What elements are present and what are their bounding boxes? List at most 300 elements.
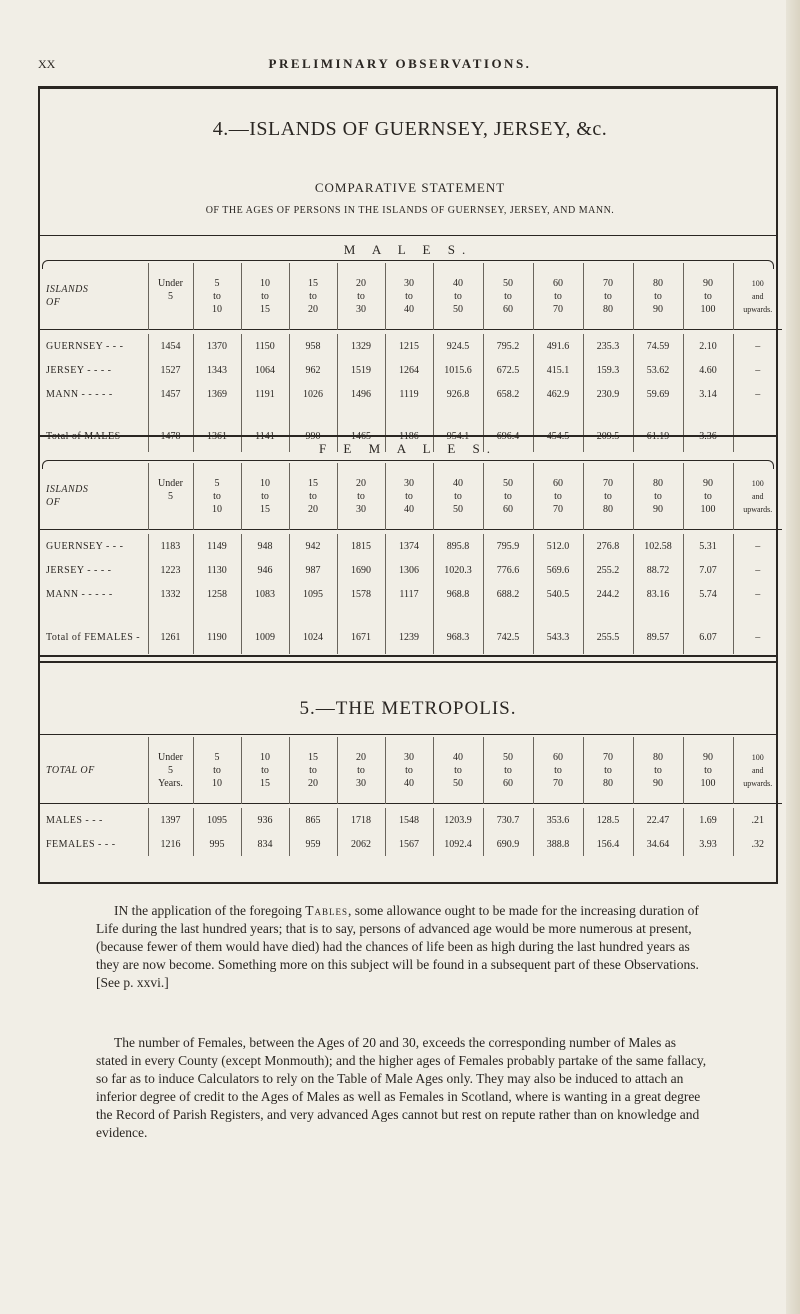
data-cell: 1064	[241, 358, 289, 382]
header-line: 70	[603, 477, 613, 489]
data-cell: 1369	[193, 382, 241, 406]
data-cell: 962	[289, 358, 337, 382]
data-cell: –	[733, 534, 782, 558]
data-cell: 3.14	[683, 382, 733, 406]
spacer-cell	[433, 406, 483, 420]
header-line: 60	[503, 303, 513, 315]
data-cell: 1258	[193, 582, 241, 606]
header-line: 20	[356, 277, 366, 289]
data-cell: 1264	[385, 358, 433, 382]
metropolis-table	[40, 737, 782, 856]
header-line: to	[604, 764, 612, 776]
row-label: FEMALES - - -	[46, 838, 116, 850]
header-line: to	[405, 490, 413, 502]
header-line: 15	[260, 503, 270, 515]
data-cell: 491.6	[533, 334, 583, 358]
data-cell: 102.58	[633, 534, 683, 558]
header-line: 90	[653, 503, 663, 515]
data-cell: 1690	[337, 558, 385, 582]
data-cell: 1150	[241, 334, 289, 358]
header-row	[40, 737, 782, 804]
header-line: 100	[700, 503, 716, 515]
data-cell: 1215	[385, 334, 433, 358]
header-line: 5	[168, 490, 173, 502]
header-line: 100	[700, 303, 716, 315]
males-table	[40, 263, 782, 452]
tables-frame	[38, 86, 778, 884]
spacer-cell	[40, 406, 148, 420]
header-line: OF	[46, 297, 61, 308]
header-line: to	[554, 490, 562, 502]
females-table	[40, 463, 782, 654]
paragraph-1	[96, 902, 708, 992]
header-line: 10	[212, 303, 222, 315]
header-line: 100	[751, 752, 764, 762]
data-cell: 569.6	[533, 558, 583, 582]
header-line	[149, 303, 193, 316]
header-line: 70	[553, 777, 563, 789]
data-cell: 53.62	[633, 358, 683, 382]
header-line: to	[454, 490, 462, 502]
header-line: to	[213, 764, 221, 776]
data-cell: 688.2	[483, 582, 533, 606]
header-line: to	[405, 764, 413, 776]
total-cell: 742.5	[483, 620, 533, 654]
header-row	[40, 463, 782, 530]
data-cell: –	[733, 382, 782, 406]
header-line: 20	[356, 751, 366, 763]
rule	[40, 235, 776, 236]
header-line: 30	[404, 751, 414, 763]
females-heading: F E M A L E S.	[318, 441, 498, 456]
header-line: 30	[356, 503, 366, 515]
total-cell: 1190	[193, 620, 241, 654]
header-line: to	[504, 290, 512, 302]
total-cell: 1186	[385, 420, 433, 452]
header-line: 80	[653, 477, 663, 489]
data-cell: 776.6	[483, 558, 533, 582]
column-header	[583, 263, 633, 330]
data-cell: 936	[241, 808, 289, 832]
header-line: 20	[308, 503, 318, 515]
data-cell: 834	[241, 832, 289, 856]
data-cell: 4.60	[683, 358, 733, 382]
header-line: 80	[653, 751, 663, 763]
column-header	[289, 263, 337, 330]
total-cell: –	[733, 420, 782, 452]
header-line: 80	[603, 303, 613, 315]
header-line: 90	[703, 277, 713, 289]
data-cell: 672.5	[483, 358, 533, 382]
header-row	[40, 263, 782, 330]
males-heading: M A L E S.	[343, 242, 473, 257]
data-cell: 244.2	[583, 582, 633, 606]
header-line: 60	[503, 503, 513, 515]
header-line: 70	[603, 751, 613, 763]
total-cell: 696.4	[483, 420, 533, 452]
header-line: 70	[553, 503, 563, 515]
paragraph-2: The number of Females, between the Ages of 20 and 30, exceeds the corresponding number of Males as stated in every County (except Monmouth); and the higher ages of Females probably partake of the same fallacy, so far as to induce Calculators to rely on the Table of Male Ages only. They may also be induced to attach an inferior degree of credit to the Ages of Males as well as Females in Scotland, where is wanting in a great degree the Record of Parish Registers, and very advanced Ages cannot but rest on repute rather than on knowledge and evidence.	[96, 1035, 707, 1140]
data-cell: 1718	[337, 808, 385, 832]
spacer-cell	[633, 606, 683, 620]
data-cell: 1183	[148, 534, 193, 558]
data-cell: 1578	[337, 582, 385, 606]
header-line: 40	[404, 503, 414, 515]
header-line: 90	[703, 477, 713, 489]
spacer-cell	[193, 406, 241, 420]
header-line: 15	[308, 477, 318, 489]
header-line: 50	[503, 277, 513, 289]
spacer-cell	[483, 606, 533, 620]
header-line: 40	[453, 277, 463, 289]
header-line: Under	[158, 477, 183, 489]
total-cell: 89.57	[633, 620, 683, 654]
header-line: 10	[212, 777, 222, 789]
spacer-cell	[289, 406, 337, 420]
data-cell: 1519	[337, 358, 385, 382]
header-line: to	[604, 290, 612, 302]
header-line: 70	[553, 303, 563, 315]
header-line: to	[309, 290, 317, 302]
data-cell: 730.7	[483, 808, 533, 832]
data-cell: 995	[193, 832, 241, 856]
header-line: 90	[703, 751, 713, 763]
metropolis-title: 5.—THE METROPOLIS.	[299, 698, 517, 719]
table-row	[40, 558, 782, 582]
column-header	[337, 463, 385, 530]
column-header	[385, 463, 433, 530]
data-cell: 2.10	[683, 334, 733, 358]
header-line: to	[504, 490, 512, 502]
total-cell: –	[733, 620, 782, 654]
column-header	[289, 463, 337, 530]
header-line: to	[654, 490, 662, 502]
column-header	[337, 737, 385, 804]
header-line: 80	[603, 777, 613, 789]
header-line: upwards.	[743, 304, 773, 314]
spacer-row	[40, 406, 782, 420]
data-cell: 1457	[148, 382, 193, 406]
column-header	[733, 463, 782, 530]
header-line: 40	[404, 303, 414, 315]
column-header	[583, 463, 633, 530]
data-cell: 83.16	[633, 582, 683, 606]
data-cell: 5.31	[683, 534, 733, 558]
header-line: to	[213, 490, 221, 502]
header-line: Under	[158, 277, 183, 289]
data-cell: 540.5	[533, 582, 583, 606]
rule	[40, 435, 776, 437]
page-edge	[786, 0, 800, 1314]
row-label: JERSEY - - - -	[46, 564, 112, 576]
column-header	[193, 737, 241, 804]
data-cell: .21	[733, 808, 782, 832]
p1-lead: IN the application of the foregoing	[114, 903, 302, 918]
data-cell: 1119	[385, 382, 433, 406]
spacer-cell	[733, 606, 782, 620]
table-row	[40, 582, 782, 606]
column-header	[241, 463, 289, 530]
data-cell: 462.9	[533, 382, 583, 406]
column-header	[583, 737, 633, 804]
header-line: upwards.	[743, 778, 773, 788]
data-cell: 22.47	[633, 808, 683, 832]
header-line: 30	[404, 277, 414, 289]
header-line: 60	[503, 777, 513, 789]
spacer-cell	[148, 606, 193, 620]
header-line: to	[704, 490, 712, 502]
total-cell: 1478	[148, 420, 193, 452]
data-cell: 353.6	[533, 808, 583, 832]
column-header	[193, 263, 241, 330]
column-header	[483, 737, 533, 804]
data-cell: 1149	[193, 534, 241, 558]
spacer-row	[40, 606, 782, 620]
p1-rest: , some allowance ought to be made for the increasing duration of Life during the last hundred years; that is to say, persons of advanced age would be more numerous at present, (because fewer of them would have died) had the chances of life been as high during the last hundred years as they are now become. Something more on this subject will be found in a subsequent part of these Observations. [See p. xxvi.]	[96, 903, 699, 990]
header-line: 5	[168, 290, 173, 302]
rule	[40, 655, 776, 657]
column-header	[533, 737, 583, 804]
data-cell: 34.64	[633, 832, 683, 856]
column-header	[633, 263, 683, 330]
header-line: to	[604, 490, 612, 502]
spacer-cell	[337, 606, 385, 620]
column-header	[633, 737, 683, 804]
spacer-cell	[241, 606, 289, 620]
spacer-cell	[633, 406, 683, 420]
spacer-cell	[683, 406, 733, 420]
total-cell: 954.1	[433, 420, 483, 452]
corner-label: TOTAL OF	[46, 764, 95, 776]
header-line: 5	[214, 277, 220, 289]
table-row	[40, 358, 782, 382]
data-cell: 1397	[148, 808, 193, 832]
data-cell: 1306	[385, 558, 433, 582]
header-line: 10	[260, 277, 270, 289]
header-line: 40	[453, 751, 463, 763]
data-cell: 5.74	[683, 582, 733, 606]
data-cell: 255.2	[583, 558, 633, 582]
spacer-cell	[583, 406, 633, 420]
header-line: 10	[260, 751, 270, 763]
spacer-cell	[733, 406, 782, 420]
total-cell: 1141	[241, 420, 289, 452]
rule	[40, 734, 776, 735]
corner-label	[40, 263, 148, 330]
data-cell: 926.8	[433, 382, 483, 406]
header-line: 80	[653, 277, 663, 289]
data-cell: 156.4	[583, 832, 633, 856]
header-line	[149, 503, 193, 516]
data-cell: 88.72	[633, 558, 683, 582]
spacer-cell	[148, 406, 193, 420]
data-cell: 415.1	[533, 358, 583, 382]
data-cell: –	[733, 558, 782, 582]
total-cell: 255.5	[583, 620, 633, 654]
header-line: to	[504, 764, 512, 776]
header-line: 20	[308, 777, 318, 789]
data-cell: 128.5	[583, 808, 633, 832]
row-label: MALES - - -	[46, 814, 103, 826]
header-line: 20	[308, 303, 318, 315]
data-cell: 1454	[148, 334, 193, 358]
column-header	[633, 463, 683, 530]
header-line: 20	[356, 477, 366, 489]
data-cell: .32	[733, 832, 782, 856]
spacer-cell	[433, 606, 483, 620]
data-cell: 1548	[385, 808, 433, 832]
spacer-cell	[533, 606, 583, 620]
data-cell: 1815	[337, 534, 385, 558]
section4-title: 4.—ISLANDS OF GUERNSEY, JERSEY, &c.	[212, 118, 608, 140]
column-header	[337, 263, 385, 330]
data-cell: –	[733, 582, 782, 606]
data-cell: 7.07	[683, 558, 733, 582]
total-row	[40, 620, 782, 654]
data-cell: 946	[241, 558, 289, 582]
header-line: 10	[212, 503, 222, 515]
running-head	[0, 57, 800, 77]
header-line: 90	[653, 777, 663, 789]
data-cell: 1343	[193, 358, 241, 382]
header-line: to	[261, 290, 269, 302]
data-cell: 1015.6	[433, 358, 483, 382]
row-label: MANN - - - - -	[46, 588, 113, 600]
table-row	[40, 382, 782, 406]
spacer-cell	[385, 406, 433, 420]
column-header	[683, 463, 733, 530]
header-line: 100	[751, 478, 764, 488]
total-cell: 1465	[337, 420, 385, 452]
header-line: to	[261, 764, 269, 776]
section4-caption: OF THE AGES OF PERSONS IN THE ISLANDS OF GUERNSEY, JERSEY, AND MANN.	[205, 205, 615, 216]
header-line: 60	[553, 277, 563, 289]
data-cell: 924.5	[433, 334, 483, 358]
data-cell: 958	[289, 334, 337, 358]
header-line: OF	[46, 497, 61, 508]
row-label: GUERNSEY - - -	[46, 340, 124, 352]
total-cell: 1009	[241, 620, 289, 654]
header-line: 100	[700, 777, 716, 789]
data-cell: 3.93	[683, 832, 733, 856]
data-cell: 895.8	[433, 534, 483, 558]
data-cell: 948	[241, 534, 289, 558]
data-cell: 388.8	[533, 832, 583, 856]
data-cell: 795.9	[483, 534, 533, 558]
column-header	[683, 737, 733, 804]
data-cell: 968.8	[433, 582, 483, 606]
data-cell: 1567	[385, 832, 433, 856]
total-cell: 968.3	[433, 620, 483, 654]
column-header	[433, 463, 483, 530]
header-line: 50	[453, 303, 463, 315]
header-line: 80	[603, 503, 613, 515]
header-line: 40	[453, 477, 463, 489]
data-cell: 235.3	[583, 334, 633, 358]
header-line: 70	[603, 277, 613, 289]
table-row	[40, 334, 782, 358]
header-line: to	[357, 764, 365, 776]
data-cell: 987	[289, 558, 337, 582]
data-cell: 658.2	[483, 382, 533, 406]
header-line: ISLANDS	[46, 284, 89, 295]
spacer-cell	[385, 606, 433, 620]
header-line: and	[751, 291, 764, 301]
total-cell: 209.5	[583, 420, 633, 452]
column-header	[385, 263, 433, 330]
spacer-cell	[683, 606, 733, 620]
data-cell: 1191	[241, 382, 289, 406]
data-cell: –	[733, 358, 782, 382]
data-cell: 2062	[337, 832, 385, 856]
header-line: to	[405, 290, 413, 302]
data-cell: 1223	[148, 558, 193, 582]
total-cell: 1671	[337, 620, 385, 654]
header-line: ISLANDS	[46, 484, 89, 495]
header-line: to	[309, 490, 317, 502]
page-number: XX	[38, 57, 56, 71]
total-label: Total of MALES -	[46, 430, 128, 442]
data-cell: 690.9	[483, 832, 533, 856]
data-cell: 59.69	[633, 382, 683, 406]
column-header	[148, 737, 193, 804]
header-line: 5	[168, 764, 173, 776]
header-line: to	[357, 490, 365, 502]
spacer-cell	[289, 606, 337, 620]
header-line: 30	[404, 477, 414, 489]
table-row	[40, 534, 782, 558]
column-header	[289, 737, 337, 804]
header-line: to	[654, 764, 662, 776]
header-line: and	[751, 491, 764, 501]
spacer-cell	[40, 606, 148, 620]
table-row	[40, 808, 782, 832]
total-label: Total of FEMALES -	[46, 631, 141, 643]
running-title: PRELIMINARY OBSERVATIONS.	[268, 56, 532, 71]
row-label: JERSEY - - - -	[46, 364, 112, 376]
data-cell: 276.8	[583, 534, 633, 558]
column-header	[193, 463, 241, 530]
header-line: 15	[308, 751, 318, 763]
data-cell: 159.3	[583, 358, 633, 382]
header-line: 50	[453, 777, 463, 789]
total-cell: 3.36	[683, 420, 733, 452]
total-cell: 543.3	[533, 620, 583, 654]
header-line: 90	[653, 303, 663, 315]
rule	[40, 661, 776, 663]
row-label: MANN - - - - -	[46, 388, 113, 400]
spacer-cell	[483, 406, 533, 420]
data-cell: 1496	[337, 382, 385, 406]
data-cell: 942	[289, 534, 337, 558]
data-cell: 1216	[148, 832, 193, 856]
data-cell: 1130	[193, 558, 241, 582]
header-line: 50	[503, 751, 513, 763]
header-line: Under	[158, 751, 183, 763]
data-cell: 959	[289, 832, 337, 856]
column-header	[733, 737, 782, 804]
data-cell: 1370	[193, 334, 241, 358]
header-line: 15	[260, 303, 270, 315]
data-cell: 230.9	[583, 382, 633, 406]
column-header	[433, 263, 483, 330]
header-line: 40	[404, 777, 414, 789]
column-header	[683, 263, 733, 330]
total-cell: 454.5	[533, 420, 583, 452]
corner-label	[40, 463, 148, 530]
data-cell: 1332	[148, 582, 193, 606]
header-line: Years.	[158, 777, 183, 789]
